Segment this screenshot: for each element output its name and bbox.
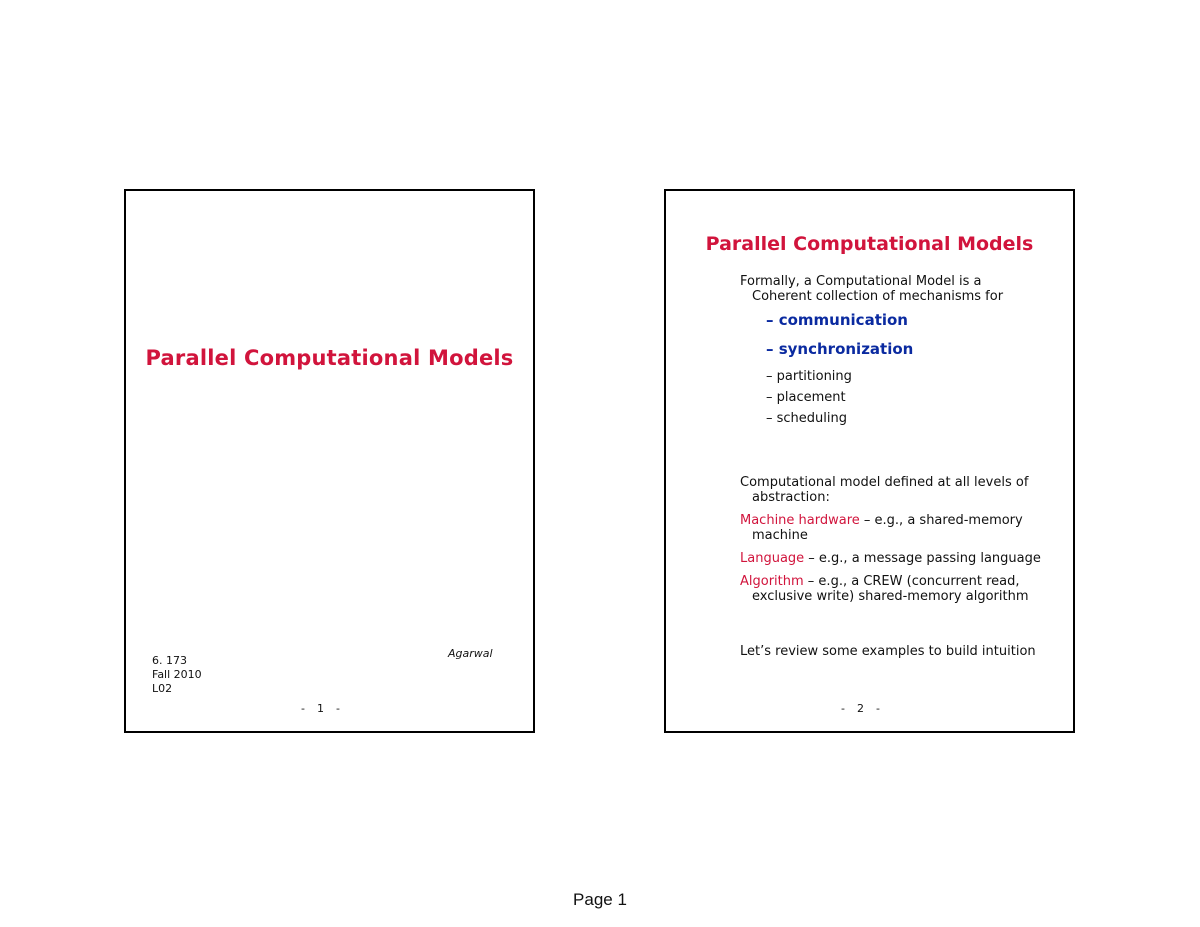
dash-left: - [841, 702, 845, 715]
algorithm-desc-2: exclusive write) shared-memory algorithm [752, 589, 1029, 604]
algorithm-desc: – e.g., a CREW (concurrent read, [803, 574, 1020, 589]
closing-line: Let’s review some examples to build intuition [740, 644, 1036, 659]
levels-line-1: Computational model defined at all levels of [740, 475, 1029, 490]
intro-text [740, 274, 1053, 304]
slide-1-page-number [289, 702, 352, 715]
intro-line-1: Formally, a Computational Model is a [740, 274, 982, 289]
language-label: Language [740, 551, 805, 566]
slide-2 [664, 189, 1075, 733]
intro-line-2: Coherent collection of mechanisms for [752, 289, 1004, 304]
algorithm-label: Algorithm [740, 574, 804, 589]
course-term: Fall 2010 [152, 668, 202, 681]
levels-line-2: abstraction: [752, 490, 830, 505]
page-label: Page 1 [573, 890, 627, 909]
machine-hardware-label: Machine hardware [740, 513, 860, 528]
machine-hardware-desc-2: machine [752, 528, 808, 543]
machine-hardware-item [740, 513, 1053, 543]
slide-2-title: Parallel Computational Models [705, 233, 1034, 255]
list-item-communication: – communication [766, 311, 908, 329]
list-item-synchronization: – synchronization [766, 340, 914, 358]
dash-right: - [876, 702, 880, 715]
algorithm-item [740, 574, 1053, 604]
slide-1-title: Parallel Computational Models [145, 346, 514, 370]
list-item-partitioning: – partitioning [766, 369, 852, 384]
machine-hardware-desc: – e.g., a shared-memory [859, 513, 1023, 528]
dash-right: - [336, 702, 340, 715]
slide-1 [124, 189, 535, 733]
levels-intro [740, 475, 1053, 505]
lecture-code: L02 [152, 682, 173, 695]
author-name: Agarwal [448, 647, 493, 660]
language-item [740, 551, 1053, 566]
page-number-value: 2 [857, 702, 864, 715]
levels-section [740, 475, 1053, 612]
course-number: 6. 173 [152, 654, 187, 667]
slide-2-page-number [829, 702, 892, 715]
language-desc: – e.g., a message passing language [804, 551, 1041, 566]
course-info [152, 654, 202, 696]
dash-left: - [301, 702, 305, 715]
mechanism-list [766, 311, 913, 432]
list-item-placement: – placement [766, 390, 846, 405]
page-number-value: 1 [317, 702, 324, 715]
list-item-scheduling: – scheduling [766, 411, 847, 426]
